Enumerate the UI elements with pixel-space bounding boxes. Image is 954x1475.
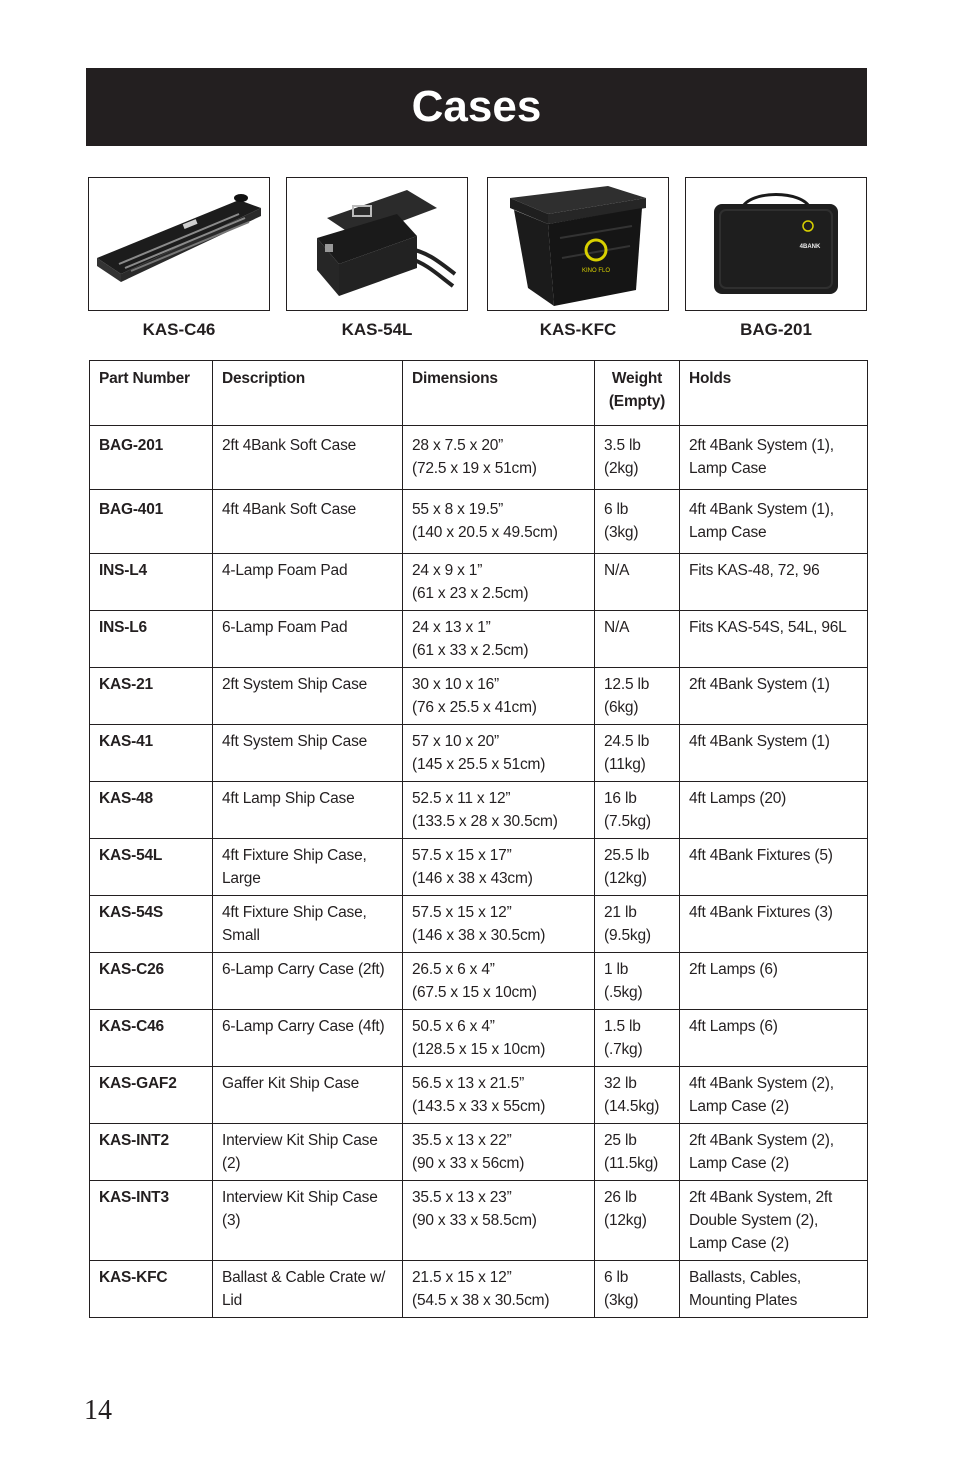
cell-description: 6-Lamp Carry Case (4ft) — [213, 1010, 403, 1067]
cell-weight: 21 lb (9.5kg) — [595, 896, 680, 953]
cell-description: Gaffer Kit Ship Case — [213, 1067, 403, 1124]
cell-part-number: KAS-KFC — [90, 1261, 213, 1318]
cell-weight: 3.5 lb (2kg) — [595, 426, 680, 490]
cell-description: Interview Kit Ship Case (2) — [213, 1124, 403, 1181]
header-weight: Weight (Empty) — [595, 361, 680, 426]
cell-part-number: INS-L4 — [90, 554, 213, 611]
table-row — [90, 1067, 868, 1124]
table-row — [90, 668, 868, 725]
bag-logo-text: 4BANK — [799, 244, 821, 250]
cell-part-number: BAG-201 — [90, 426, 213, 490]
cell-dimensions: 56.5 x 13 x 21.5” (143.5 x 33 x 55cm) — [403, 1067, 595, 1124]
table-row — [90, 839, 868, 896]
cell-weight: N/A — [595, 554, 680, 611]
cell-holds: 4ft 4Bank System (1), Lamp Case — [680, 490, 868, 554]
cell-holds: 4ft 4Bank Fixtures (5) — [680, 839, 868, 896]
cell-part-number: KAS-GAF2 — [90, 1067, 213, 1124]
table-row — [90, 611, 868, 668]
cell-part-number: KAS-21 — [90, 668, 213, 725]
cell-description: Interview Kit Ship Case (3) — [213, 1181, 403, 1261]
cell-weight: 12.5 lb (6kg) — [595, 668, 680, 725]
cell-part-number: KAS-48 — [90, 782, 213, 839]
cell-description: Ballast & Cable Crate w/ Lid — [213, 1261, 403, 1318]
cell-dimensions: 30 x 10 x 16” (76 x 25.5 x 41cm) — [403, 668, 595, 725]
cell-description: 6-Lamp Foam Pad — [213, 611, 403, 668]
thumbnail-kas-c46 — [88, 177, 270, 340]
cell-holds: 4ft Lamps (20) — [680, 782, 868, 839]
cell-description: 4ft Fixture Ship Case, Small — [213, 896, 403, 953]
page-title-banner — [86, 68, 867, 146]
cell-holds: 2ft 4Bank System (2), Lamp Case (2) — [680, 1124, 868, 1181]
cell-description: 4ft System Ship Case — [213, 725, 403, 782]
cell-dimensions: 35.5 x 13 x 23” (90 x 33 x 58.5cm) — [403, 1181, 595, 1261]
thumbnail-caption: BAG-201 — [740, 320, 812, 339]
carry-case-image — [88, 177, 270, 311]
cell-weight: 32 lb (14.5kg) — [595, 1067, 680, 1124]
table-row — [90, 1124, 868, 1181]
table-row — [90, 725, 868, 782]
table-row — [90, 1010, 868, 1067]
table-header-row — [90, 361, 868, 426]
cell-holds: 4ft 4Bank Fixtures (3) — [680, 896, 868, 953]
cell-part-number: KAS-C46 — [90, 1010, 213, 1067]
thumbnail-kas-54l — [286, 177, 468, 340]
cell-dimensions: 21.5 x 15 x 12” (54.5 x 38 x 30.5cm) — [403, 1261, 595, 1318]
cell-description: 4-Lamp Foam Pad — [213, 554, 403, 611]
table-row — [90, 554, 868, 611]
cell-holds: 2ft 4Bank System (1) — [680, 668, 868, 725]
cell-weight: 1.5 lb (.7kg) — [595, 1010, 680, 1067]
cell-part-number: KAS-54L — [90, 839, 213, 896]
cable-crate-image — [487, 177, 669, 311]
product-thumbnails — [88, 177, 868, 347]
thumbnail-caption: KAS-54L — [341, 320, 413, 339]
cell-part-number: KAS-54S — [90, 896, 213, 953]
table-row — [90, 426, 868, 490]
cell-weight: 26 lb (12kg) — [595, 1181, 680, 1261]
cell-dimensions: 24 x 13 x 1” (61 x 33 x 2.5cm) — [403, 611, 595, 668]
table-row — [90, 1261, 868, 1318]
cell-holds: 4ft Lamps (6) — [680, 1010, 868, 1067]
cell-holds: 2ft 4Bank System (1), Lamp Case — [680, 426, 868, 490]
cell-dimensions: 55 x 8 x 19.5” (140 x 20.5 x 49.5cm) — [403, 490, 595, 554]
thumbnail-caption: KAS-KFC — [539, 320, 617, 339]
cell-dimensions: 50.5 x 6 x 4” (128.5 x 15 x 10cm) — [403, 1010, 595, 1067]
thumbnail-bag-201 — [685, 177, 867, 340]
cell-holds: 2ft Lamps (6) — [680, 953, 868, 1010]
cell-description: 4ft Lamp Ship Case — [213, 782, 403, 839]
soft-bag-image — [685, 177, 867, 311]
crate-logo-text: KINO FLO — [581, 268, 611, 274]
cell-dimensions: 24 x 9 x 1” (61 x 23 x 2.5cm) — [403, 554, 595, 611]
cell-weight: N/A — [595, 611, 680, 668]
cell-weight: 16 lb (7.5kg) — [595, 782, 680, 839]
cell-holds: 4ft 4Bank System (2), Lamp Case (2) — [680, 1067, 868, 1124]
thumbnail-kas-kfc — [487, 177, 669, 340]
table-row — [90, 953, 868, 1010]
fixture-ship-case-image — [286, 177, 468, 311]
table-row — [90, 896, 868, 953]
cell-holds: Fits KAS-54S, 54L, 96L — [680, 611, 868, 668]
cell-weight: 25.5 lb (12kg) — [595, 839, 680, 896]
cell-description: 4ft 4Bank Soft Case — [213, 490, 403, 554]
cell-holds: 2ft 4Bank System, 2ft Double System (2), Lamp Case (2) — [680, 1181, 868, 1261]
cell-dimensions: 57.5 x 15 x 12” (146 x 38 x 30.5cm) — [403, 896, 595, 953]
cell-description: 2ft System Ship Case — [213, 668, 403, 725]
cell-weight: 6 lb (3kg) — [595, 1261, 680, 1318]
cell-holds: 4ft 4Bank System (1) — [680, 725, 868, 782]
header-description: Description — [213, 361, 403, 426]
cell-part-number: INS-L6 — [90, 611, 213, 668]
cell-holds: Ballasts, Cables, Mounting Plates — [680, 1261, 868, 1318]
header-holds: Holds — [680, 361, 868, 426]
cell-description: 4ft Fixture Ship Case, Large — [213, 839, 403, 896]
cell-part-number: KAS-INT3 — [90, 1181, 213, 1261]
cell-part-number: KAS-41 — [90, 725, 213, 782]
cell-part-number: KAS-C26 — [90, 953, 213, 1010]
page-title: Cases — [411, 82, 542, 131]
cell-dimensions: 57.5 x 15 x 17” (146 x 38 x 43cm) — [403, 839, 595, 896]
table-row — [90, 782, 868, 839]
cell-dimensions: 35.5 x 13 x 22” (90 x 33 x 56cm) — [403, 1124, 595, 1181]
cell-weight: 1 lb (.5kg) — [595, 953, 680, 1010]
cases-spec-table — [89, 360, 868, 1318]
page-number: 14 — [84, 1395, 112, 1426]
cell-part-number: BAG-401 — [90, 490, 213, 554]
table-row — [90, 490, 868, 554]
header-dimensions: Dimensions — [403, 361, 595, 426]
thumbnail-caption: KAS-C46 — [142, 320, 216, 339]
cell-weight: 25 lb (11.5kg) — [595, 1124, 680, 1181]
cell-description: 2ft 4Bank Soft Case — [213, 426, 403, 490]
cell-dimensions: 28 x 7.5 x 20” (72.5 x 19 x 51cm) — [403, 426, 595, 490]
cell-part-number: KAS-INT2 — [90, 1124, 213, 1181]
cell-description: 6-Lamp Carry Case (2ft) — [213, 953, 403, 1010]
cell-weight: 6 lb (3kg) — [595, 490, 680, 554]
table-row — [90, 1181, 868, 1261]
cell-dimensions: 26.5 x 6 x 4” (67.5 x 15 x 10cm) — [403, 953, 595, 1010]
header-part-number: Part Number — [90, 361, 213, 426]
cell-dimensions: 57 x 10 x 20” (145 x 25.5 x 51cm) — [403, 725, 595, 782]
table-body — [90, 426, 868, 1318]
cell-weight: 24.5 lb (11kg) — [595, 725, 680, 782]
cell-holds: Fits KAS-48, 72, 96 — [680, 554, 868, 611]
cell-dimensions: 52.5 x 11 x 12” (133.5 x 28 x 30.5cm) — [403, 782, 595, 839]
